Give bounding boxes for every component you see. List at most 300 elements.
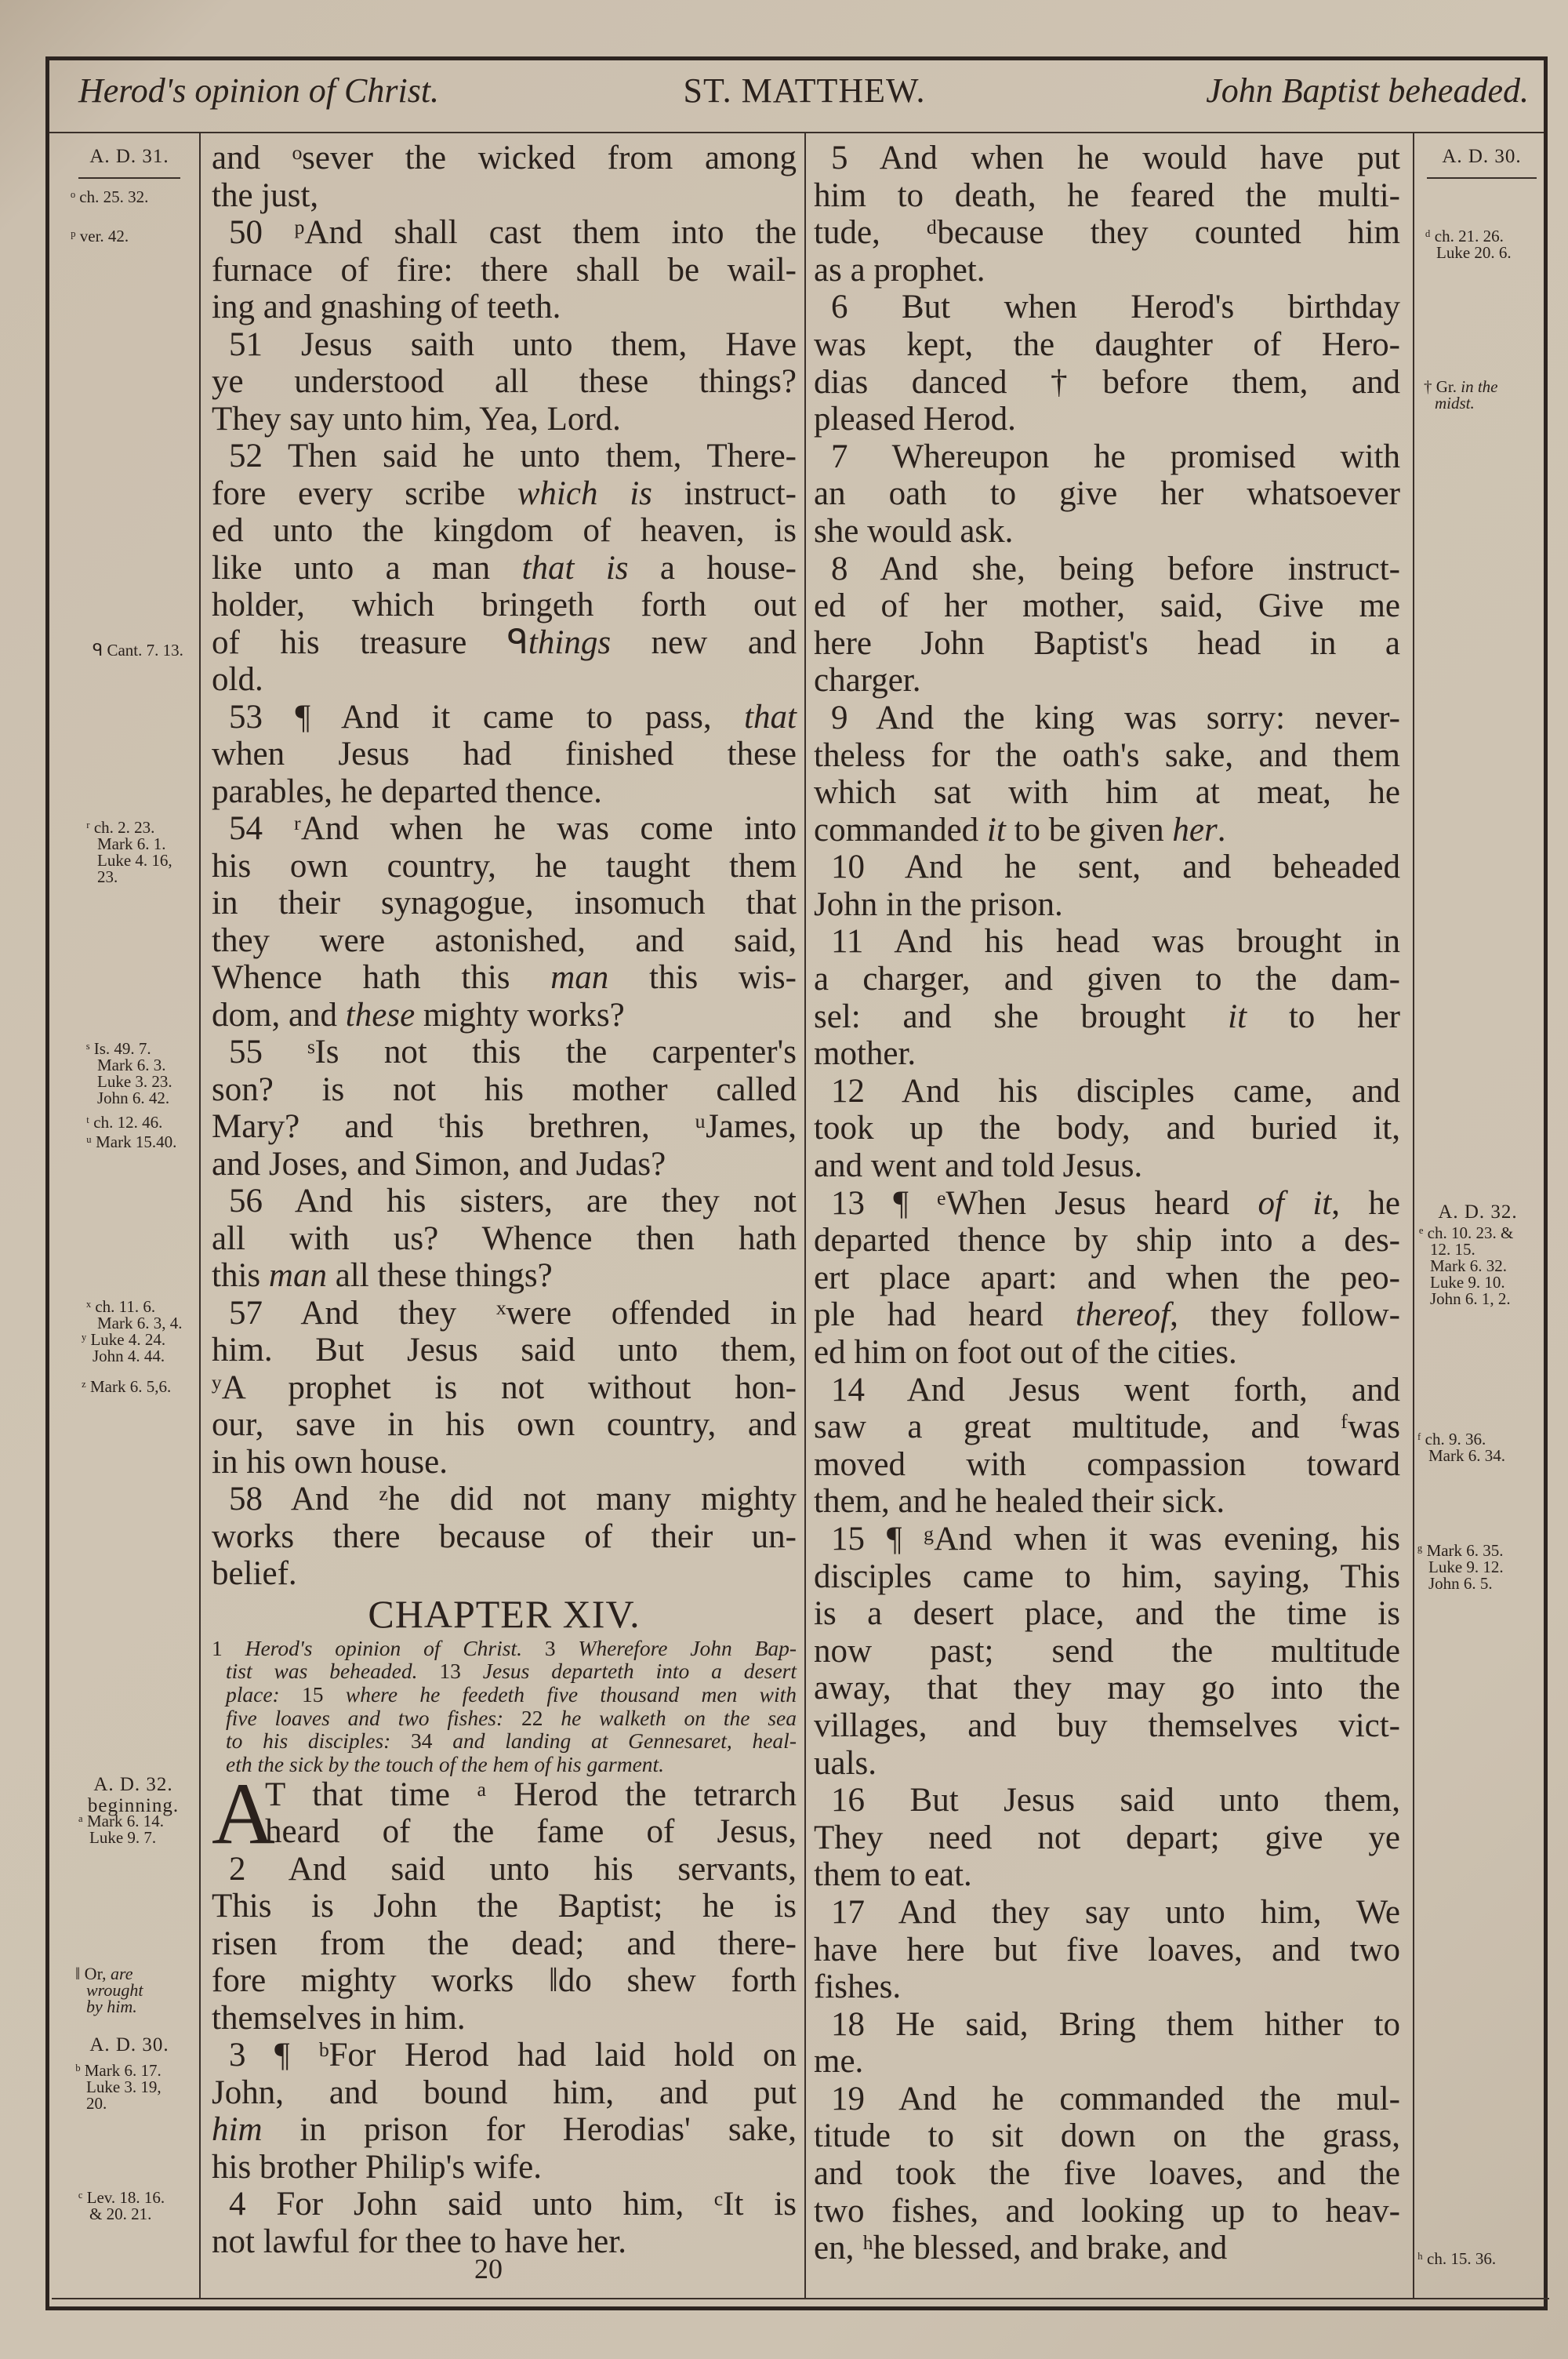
note-line [1424,395,1498,412]
running-head-left: Herod's opinion of Christ. [78,71,440,110]
text: two fishes, and looking up to heav- [814,2192,1400,2230]
text: ˣ ch. 11. 6. [86,1297,156,1316]
text-line [814,998,1400,1036]
note-line [1424,379,1498,395]
margin-reference [71,228,129,245]
note-line [75,1998,143,2015]
text-line [814,1670,1400,1707]
italic-text: thereof [1075,1296,1171,1334]
note-line [71,189,148,205]
verses-chapter-14 [212,1851,797,2261]
margin-reference [82,1379,171,1395]
text: , they follow- [1170,1296,1401,1334]
text: Luke 20. 6. [1436,243,1512,262]
summary-line [212,1637,797,1660]
text: and took the five loaves, and the [814,2155,1400,2193]
text: 9 And the king was sorry: never- [831,699,1400,736]
text: 51 Jesus saith unto them, Have [229,325,797,363]
chapter-heading: CHAPTER XIV. [368,1591,641,1636]
text: Mark 6. 1. [97,834,166,853]
note-line [1417,1543,1504,1559]
margin-date [78,2034,180,2055]
text-line [814,1334,1400,1372]
verse [814,551,1400,700]
text: this [212,1257,269,1294]
text: she would ask. [814,512,1014,550]
note-line [1427,146,1537,167]
text: ed unto the kingdom of heaven, is [212,512,797,549]
text-line [212,1071,797,1109]
text: 19 And he commanded the mul- [831,2080,1400,2117]
note-line [86,1057,172,1074]
italic-text: which is [517,474,652,512]
text: like unto a man [212,549,522,587]
italic-text: five loaves and two fishes: [226,1705,504,1730]
text-line [814,1932,1400,1969]
text: uals. [814,1744,877,1782]
text: him to death, he feared the multi- [814,176,1400,214]
verses-chapter-14 [814,140,1400,2267]
verse [814,1372,1400,1521]
summary-line [212,1707,797,1730]
text-line [814,2043,1400,2081]
verse [814,923,1400,1072]
text-line [814,1110,1400,1147]
text: instruct- [652,474,797,512]
text: John 6. 42. [97,1089,170,1107]
italic-text: he walketh on the sea [561,1705,797,1730]
text-line [212,1925,797,1963]
text: the just, [212,176,319,214]
text: 15 ¶ ᵍAnd when it was evening, his [831,1520,1400,1558]
text: moved with compassion toward [814,1445,1400,1483]
italic-text: place: [226,1681,280,1707]
verse [814,2006,1400,2081]
text: 13 [417,1659,483,1684]
text: Luke 4. 16, [97,851,172,870]
text: ᶻ Mark 6. 5,6. [82,1377,172,1396]
text-line [814,1819,1400,1857]
text: have here but five loaves, and two [814,1931,1400,1968]
text-line [814,1408,1400,1446]
text: commanded [814,811,987,849]
italic-text: in the [1461,377,1498,396]
text: ᶜ Lev. 18. 16. [78,2188,165,2207]
text: 12 And his disciples came, and [831,1072,1400,1110]
note-line [86,1114,162,1131]
text-line [212,1481,797,1518]
text-line [212,848,797,885]
note-line [78,2190,165,2206]
text: ᵇ Mark 6. 17. [75,2061,162,2080]
text: his brother Philip's wife. [212,2148,542,2186]
text: 18 He said, Bring them hither to [831,2005,1400,2043]
verse [212,438,797,699]
note-line [86,1090,172,1107]
text: theless for the oath's sake, and them [814,736,1400,774]
italic-text: Jesus departeth into a desert [482,1659,797,1684]
margin-reference [1417,1543,1504,1592]
italic-text: that is [521,549,629,587]
text: 23. [97,867,118,886]
text-line [212,2111,797,2149]
center-column-divider [804,133,806,2299]
note-line [75,1982,143,1998]
note-line [1419,1274,1513,1291]
text: beginning. [87,1795,180,1816]
text: of his treasure ᑫ [212,623,528,661]
italic-text: it [986,811,1006,849]
text: Mark 6. 3. [97,1056,166,1074]
text: here John Baptist's head in a [814,624,1400,662]
note-line [1425,245,1512,261]
text: 58 And ᶻhe did not many mighty [229,1481,797,1518]
text-line [814,2230,1400,2267]
verse [212,1183,797,1295]
text: to be given [1005,811,1173,849]
text-line [814,252,1400,289]
margin-date [1427,146,1537,167]
text: , he [1331,1184,1400,1222]
verse [212,1295,797,1481]
margin-reference [86,820,172,885]
italic-text: tist was beheaded. [226,1659,418,1684]
verse [814,700,1400,849]
text-line [212,997,797,1034]
note-line [86,836,172,852]
summary-line [212,1659,797,1683]
note-line [86,1315,183,1332]
text: risen from the dead; and there- [212,1925,797,1962]
verse [212,326,797,438]
text: 34 [390,1728,453,1754]
note-line [78,2034,180,2055]
text-line [814,1073,1400,1110]
text: and Joses, and Simon, and Judas? [212,1145,666,1183]
text-line [212,661,797,699]
note-line [86,1299,183,1315]
text-line [212,550,797,587]
text: John in the prison. [814,885,1063,923]
note-line [75,2095,162,2112]
text-line [212,475,797,513]
date-rule [1427,177,1537,179]
text: 5 And when he would have put [831,140,1400,176]
text: Luke 9. 7. [89,1828,157,1847]
margin-reference [1417,1431,1505,1464]
text: mother. [814,1035,916,1073]
text-line [212,401,797,438]
italic-text: man [268,1257,327,1294]
text-line [814,1372,1400,1409]
text: villages, and buy themselves vict- [814,1707,1400,1744]
margin-date [1427,1201,1529,1223]
text-line [814,289,1400,326]
text: A. D. 30. [1442,146,1522,167]
running-head-right: John Baptist beheaded. [1206,71,1529,110]
verse [212,2186,797,2260]
italic-text: that [744,698,797,736]
verse [212,810,797,1034]
text: in prison for Herodias' sake, [262,2111,797,2149]
text-line [814,849,1400,886]
text-line [814,2193,1400,2230]
italic-text: her [1172,811,1218,849]
note-line [1419,1225,1513,1241]
text-line [212,1034,797,1071]
text: and ᵒsever the wicked from among [212,140,797,176]
text: A. D. 30. [89,2034,169,2055]
text-line [212,1146,797,1183]
left-margin-divider [199,133,201,2299]
text-line [814,625,1400,663]
text-line [814,1483,1400,1521]
text: furnace of fire: there shall be wail- [212,251,797,289]
text: in their synagogue, insomuch that [212,885,797,921]
text-line [212,363,797,401]
text-line [212,1369,797,1407]
italic-text: Wherefore John Bap- [578,1635,797,1660]
text: new and [611,623,797,661]
margin-reference [1425,228,1512,261]
text-line [212,2000,797,2037]
margin-reference [1419,1225,1513,1307]
text: ᵃ Mark 6. 14. [78,1812,164,1830]
text-line [814,1222,1400,1259]
text-line [212,1776,797,1814]
text: A. D. 32. [93,1774,173,1795]
text-line [212,1444,797,1481]
italic-text: wrought [86,1980,143,2000]
note-line [78,1813,164,1830]
text: which sat with him at meat, he [814,774,1400,812]
text: Luke 3. 19, [86,2077,162,2096]
text: John 4. 44. [93,1347,165,1365]
text: mighty works? [415,996,625,1034]
note-line [71,228,129,245]
text: T that time ᵃ Herod the tetrarch [265,1776,797,1813]
text: 3 ¶ ᵇFor Herod had laid hold on [229,2037,797,2074]
text: was kept, the daughter of Hero- [814,325,1400,363]
text: Luke 3. 23. [97,1072,172,1091]
text-line [212,736,797,773]
note-line [86,820,172,836]
verse [212,1034,797,1183]
margin-reference [93,642,183,659]
text-line [212,699,797,736]
text: ʳ ch. 2. 23. [86,818,155,837]
text-line [814,774,1400,812]
text-line [814,177,1400,215]
verse [814,1894,1400,2006]
margin-reference [1417,2251,1496,2267]
text: John, and bound him, and put [212,2074,797,2111]
text: dias danced †before them, and [814,363,1400,401]
text-line [212,773,797,811]
left-text-column [212,140,797,2260]
text-line [814,140,1400,177]
margin-reference [75,2063,162,2112]
text: 11 And his head was brought in [831,923,1400,961]
page-number: 20 [474,2253,503,2284]
text-line [212,1183,797,1220]
text: disciples came to him, saying, This [814,1558,1400,1595]
summary-line [212,1753,797,1776]
note-line [93,642,183,659]
text: ᵖ ver. 42. [71,227,129,245]
note-line [82,1379,171,1395]
text: en, ʰhe blessed, and brake, and [814,2230,1228,2267]
text: Mark 6. 32. [1430,1256,1507,1275]
text: ʸ Luke 4. 24. [82,1330,166,1349]
text: is a desert place, and the time is [814,1595,1400,1633]
text: 56 And his sisters, are they not [229,1183,797,1219]
italic-text: eth the sick by the touch of the hem of his garment. [226,1751,665,1776]
note-line [75,2079,162,2095]
note-line [1419,1258,1513,1274]
text-line [212,289,797,326]
text-line [814,513,1400,551]
text: ed him on foot out of the cities. [814,1334,1237,1371]
text: charger. [814,662,921,700]
text: when Jesus had finished these [212,736,797,772]
text-line [814,1968,1400,2006]
text: holder, which bringeth forth out [212,587,797,623]
italic-text: are [111,1964,133,1983]
text-line [814,2081,1400,2118]
text-line [212,177,797,215]
text: ed of her mother, said, Give me [814,587,1400,625]
italic-text: it [1228,998,1247,1035]
italic-text: Herod's opinion of Christ. [245,1635,522,1660]
note-line [1417,1448,1505,1464]
verse [814,849,1400,923]
text-line [814,401,1400,438]
text: 2 And said unto his servants, [229,1850,797,1888]
text-line [212,2186,797,2223]
text: ʰ ch. 15. 36. [1417,2249,1497,2268]
italic-text: midst. [1435,394,1475,413]
text: 50 ᵖAnd shall cast them into the [229,214,797,251]
note-line [75,1965,143,1982]
text: 6 But when Herod's birthday [831,289,1400,326]
text: departed thence by ship into a des- [814,1222,1400,1259]
text-line [212,2074,797,2112]
italic-text: man [550,959,609,996]
text: 52 Then said he unto them, There- [229,438,797,474]
text-line [814,2155,1400,2193]
verse [814,1185,1400,1372]
verses-chapter-13 [212,140,797,1593]
text-line [814,662,1400,700]
text: took up the body, and buried it, [814,1110,1400,1147]
drop-cap: A [212,1765,275,1863]
margin-reference [78,2190,165,2223]
text: Mark 6. 34. [1428,1446,1505,1465]
text: They need not depart; give ye [814,1819,1400,1856]
note-line [1425,228,1512,245]
text: his own country, he taught them [212,847,797,885]
text-line [814,214,1400,252]
note-line [86,1134,176,1150]
text: titude to sit down on the grass, [814,2117,1400,2155]
text-line [814,364,1400,402]
text-line [814,551,1400,588]
note-line [86,852,172,869]
text: 57 And they ˣwere offended in [229,1294,797,1332]
text: as a prophet. [814,251,985,289]
verse [814,289,1400,438]
text-line [212,810,797,848]
text: fore every scribe [212,474,517,512]
italic-text: and landing at Gennesaret, heal- [452,1728,797,1754]
text: 3 [522,1635,579,1660]
text: ᑫ Cant. 7. 13. [93,641,183,660]
text-line [814,2117,1400,2155]
text: him. But Jesus said unto them, [212,1332,797,1369]
margin-reference [86,1114,162,1131]
summary-line [212,1729,797,1753]
text: They say unto him, Yea, Lord. [212,400,621,438]
text: ‖ Or, [75,1964,111,1983]
note-line [1417,2251,1496,2267]
text: ᵒ ch. 25. 32. [71,187,149,206]
text-line [814,1035,1400,1073]
text: 16 But Jesus said unto them, [831,1782,1400,1819]
text-line [212,885,797,922]
text: now past; send the multitude [814,1632,1400,1670]
text-line [212,922,797,960]
italic-text: him [212,2111,263,2149]
text-line [212,1888,797,1925]
text: fore mighty works ‖do shew forth [212,1962,797,2000]
text: works there because of their un- [212,1518,797,1555]
italic-text: these [345,996,416,1034]
verse [212,140,797,214]
text: 53 ¶ And it came to pass, [229,698,745,736]
chapter-opening [212,1765,797,1863]
text: ert place apart: and when the peo- [814,1259,1400,1296]
text-line [814,587,1400,625]
text-line [212,2149,797,2186]
text: ing and gnashing of teeth. [212,289,561,325]
text-line [212,587,797,624]
text: them to eat. [814,1856,972,1894]
text-line [212,1518,797,1556]
text: saw a great multitude, and ᶠwas [814,1408,1400,1446]
text: a charger, and given to the dam- [814,961,1400,998]
note-line [1419,1241,1513,1258]
running-head-book: ST. MATTHEW. [683,71,926,110]
text: pleased Herod. [814,401,1016,438]
italic-text: things [528,623,612,661]
text: John 6. 1, 2. [1430,1289,1511,1308]
text: 22 [503,1705,561,1730]
text: A. D. 32. [1438,1201,1518,1223]
note-line [78,1830,164,1846]
italic-text: to his disciples: [226,1728,391,1754]
text-line [212,1220,797,1258]
text-line [212,1332,797,1369]
note-line [78,2206,165,2223]
text-line [814,886,1400,924]
verse [212,699,797,811]
text: ᵉ ch. 10. 23. & [1419,1223,1514,1242]
note-line [82,1332,165,1348]
text-line [814,961,1400,998]
text: 15 [279,1681,346,1707]
text: belief. [212,1555,297,1592]
